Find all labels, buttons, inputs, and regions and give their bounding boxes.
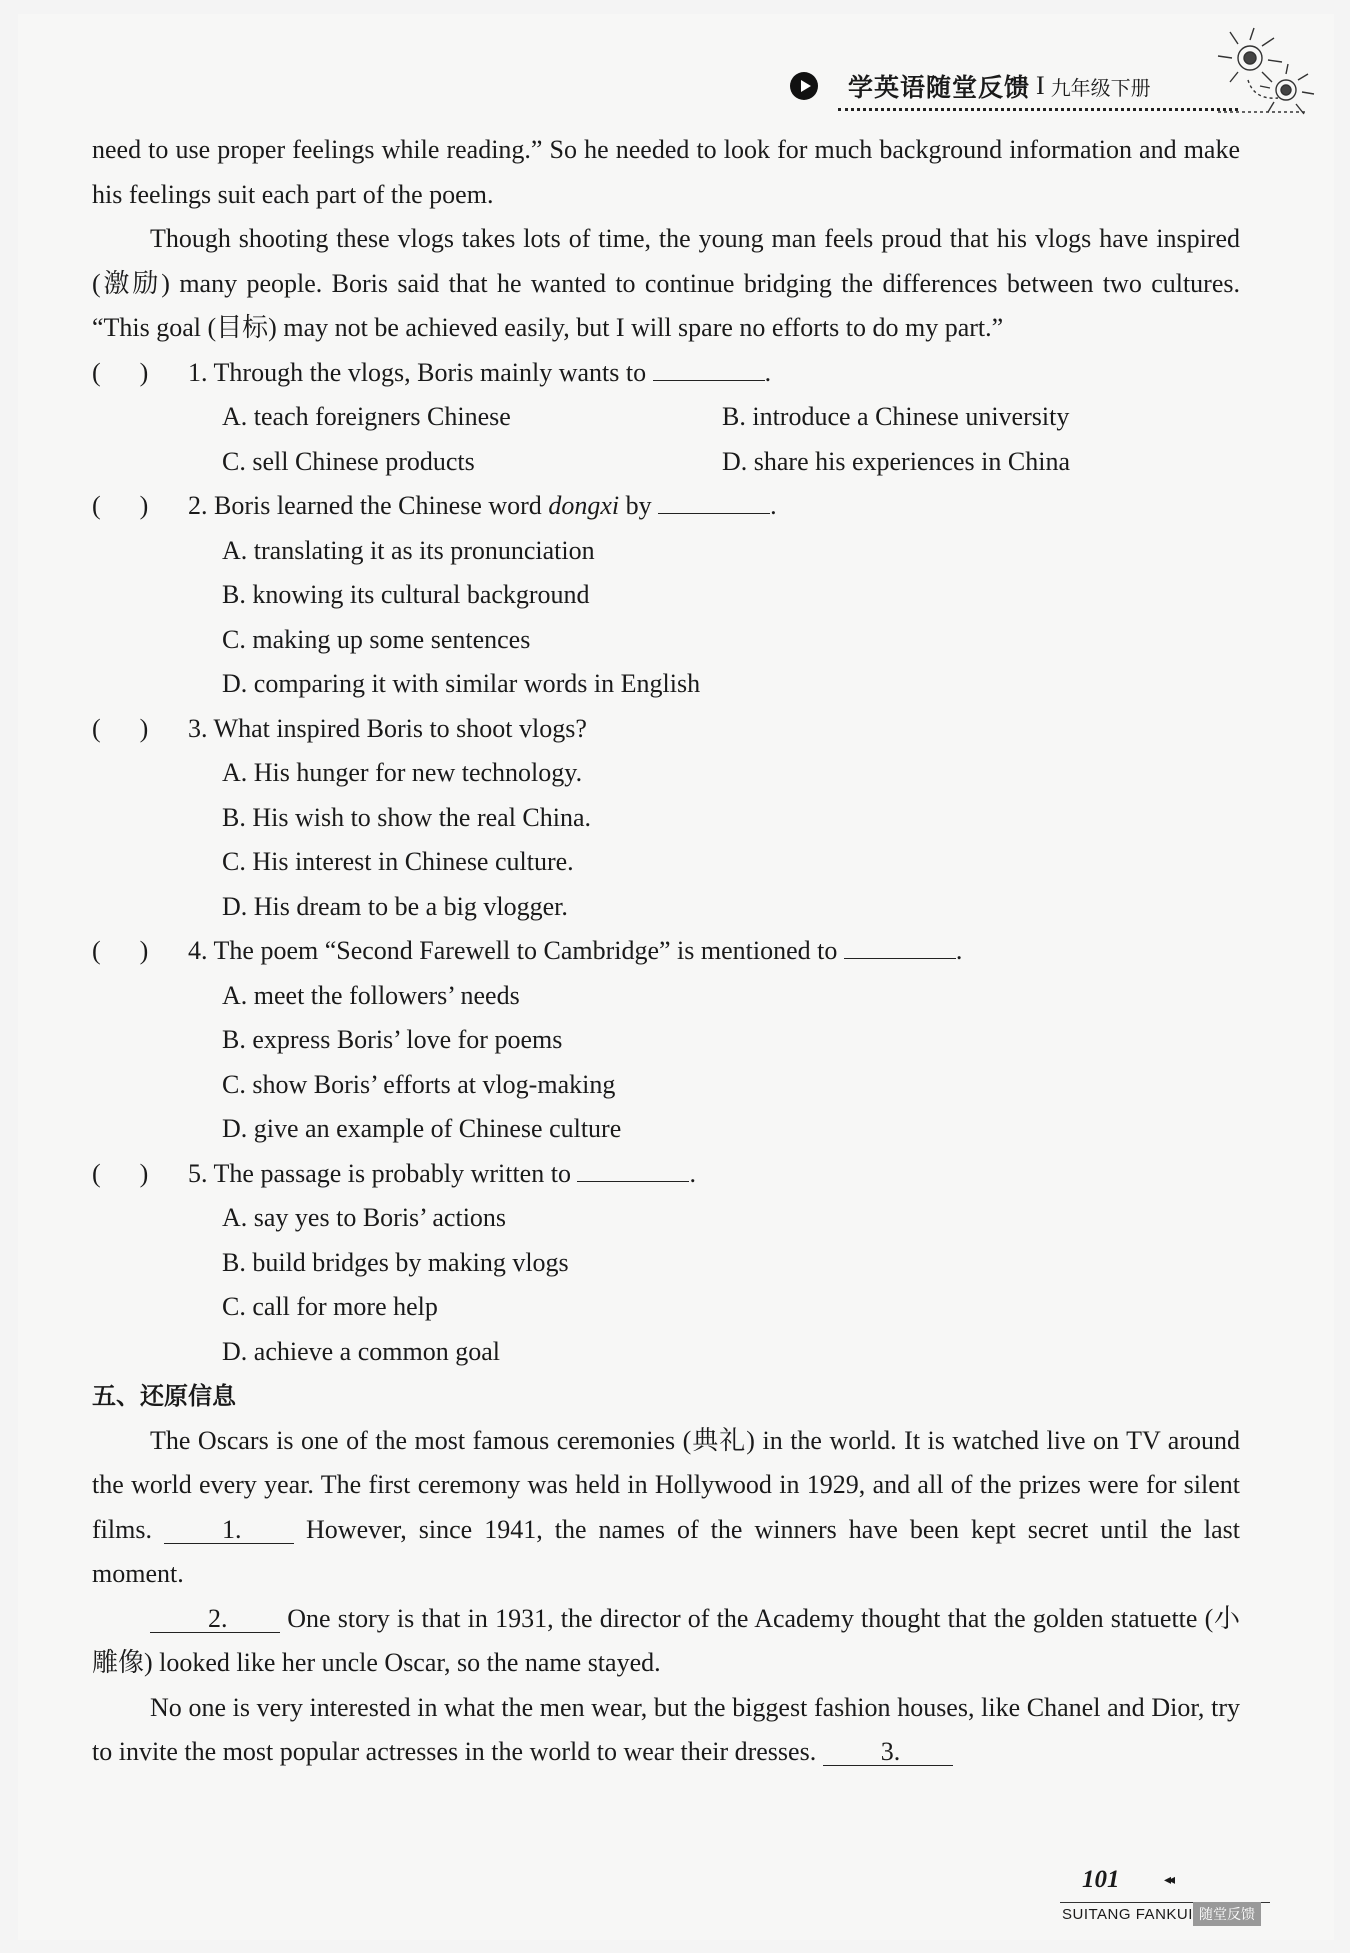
question-text: What inspired Boris to shoot vlogs? [213,713,587,743]
option: A. translating it as its pronunciation [222,535,595,565]
question-stem [188,707,587,752]
answer-blank-1[interactable]: 1. [164,1517,294,1544]
answer-bracket[interactable]: ( ) [92,1158,149,1188]
question-end: . [955,936,963,965]
question-text: Boris learned the Chinese word [214,491,542,520]
page-content [92,128,1240,1775]
question-3 [92,707,1240,752]
passage-paragraph [92,1419,1240,1597]
paragraph-text: The Oscars is one of the most famous ceremonies (典礼) in the world. It is watched live on TV around the world every year. The first ceremony was held in Hollywood in 1929, and all of the prizes were for silent films. [92,1425,1240,1544]
option: D. His dream to be a big vlogger. [222,891,568,921]
answer-bracket[interactable]: ( ) [92,357,149,387]
answer-blank[interactable] [658,491,770,514]
play-icon [790,72,818,100]
question-number: 4. [188,936,208,965]
section-title: 五、还原信息 [92,1382,236,1410]
option: D. share his experiences in China [722,446,1071,476]
answer-bracket[interactable]: ( ) [92,713,149,743]
header-dotted-rule [838,108,1238,111]
option: D. achieve a common goal [222,1336,500,1366]
passage-paragraph: need to use proper feelings while reading.” So he needed to look for much background information and make his feelings suit each part of the poem. [92,135,1240,209]
option: B. knowing its cultural background [222,580,590,609]
option: A. His hunger for new technology. [222,758,583,787]
option: B. express Boris’ love for poems [222,1025,563,1054]
answer-bracket[interactable]: ( ) [92,491,149,520]
passage-paragraph [92,1597,1240,1686]
passage-paragraph [92,1686,1240,1775]
series-name-en: SUITANG FANKUI [1062,1906,1193,1923]
question-text: by [625,491,652,520]
question-number: 3. [188,713,208,743]
question-5 [92,1152,1240,1197]
options-row [222,395,1240,440]
question-number: 1. [188,357,208,387]
option: C. show Boris’ efforts at vlog-making [222,1069,616,1099]
option: C. call for more help [222,1292,438,1321]
question-stem [188,351,771,396]
question-keyword: dongxi [548,491,620,520]
option: A. say yes to Boris’ actions [222,1203,507,1232]
option: C. His interest in Chinese culture. [222,847,574,876]
question-4 [92,929,1240,974]
question-stem [188,1152,696,1197]
option: B. build bridges by making vlogs [222,1247,569,1277]
series-tag: 随堂反馈 [1193,1902,1261,1926]
question-stem [188,484,777,529]
header-separator: I [1036,71,1045,100]
option: A. meet the followers’ needs [222,980,520,1010]
question-end: . [764,357,772,387]
page-header [790,66,1151,106]
paragraph-text: No one is very interested in what the men wear, but the biggest fashion houses, like Chanel and Dior, try to invite the most popular actresses in the world to wear their dresses. [92,1692,1240,1766]
answer-blank[interactable] [653,358,765,381]
question-number: 2. [188,491,208,520]
book-title: 学英语随堂反馈 [848,73,1031,102]
option: C. sell Chinese products [222,446,475,476]
question-1 [92,351,1240,396]
option: D. give an example of Chinese culture [222,1114,622,1143]
answer-blank[interactable] [577,1159,689,1182]
answer-bracket[interactable]: ( ) [92,936,149,965]
arrow-left-icon: ◂◂ [1164,1873,1173,1888]
question-end: . [770,491,777,520]
paragraph-text: However, since 1941, the names of the winners have been kept secret until the last moment. [92,1514,1241,1588]
question-end: . [689,1158,696,1188]
page-number: 101 [1082,1866,1120,1893]
answer-blank-3[interactable]: 3. [823,1739,953,1766]
sunflower-icon [1208,20,1318,130]
option: A. teach foreigners Chinese [222,402,511,431]
option: D. comparing it with similar words in English [222,669,701,698]
option: C. making up some sentences [222,624,531,654]
answer-blank-2[interactable]: 2. [150,1606,280,1633]
paragraph-text: One story is that in 1931, the director of the Academy thought that the golden statuette (小雕像) looked like her uncle Oscar, so the name stayed. [92,1603,1240,1677]
options-row [222,440,1240,485]
question-text: The passage is probably written to [213,1158,571,1188]
option: B. introduce a Chinese university [722,402,1070,431]
answer-blank[interactable] [844,936,956,959]
book-subtitle: 九年级下册 [1050,75,1151,100]
question-stem [188,929,962,974]
question-number: 5. [188,1158,208,1188]
question-text: Through the vlogs, Boris mainly wants to [213,357,647,387]
passage-paragraph: Though shooting these vlogs takes lots of time, the young man feels proud that his vlogs have inspired (激励) many people. Boris said that he wanted to continue bridging the differences between two cultures. “This goal (目标) may not be achieved easily, but I will spare no efforts to do my part.” [92,224,1240,342]
option: B. His wish to show the real China. [222,802,592,832]
question-2 [92,484,1240,529]
question-text: The poem “Second Farewell to Cambridge” is mentioned to [213,936,838,965]
